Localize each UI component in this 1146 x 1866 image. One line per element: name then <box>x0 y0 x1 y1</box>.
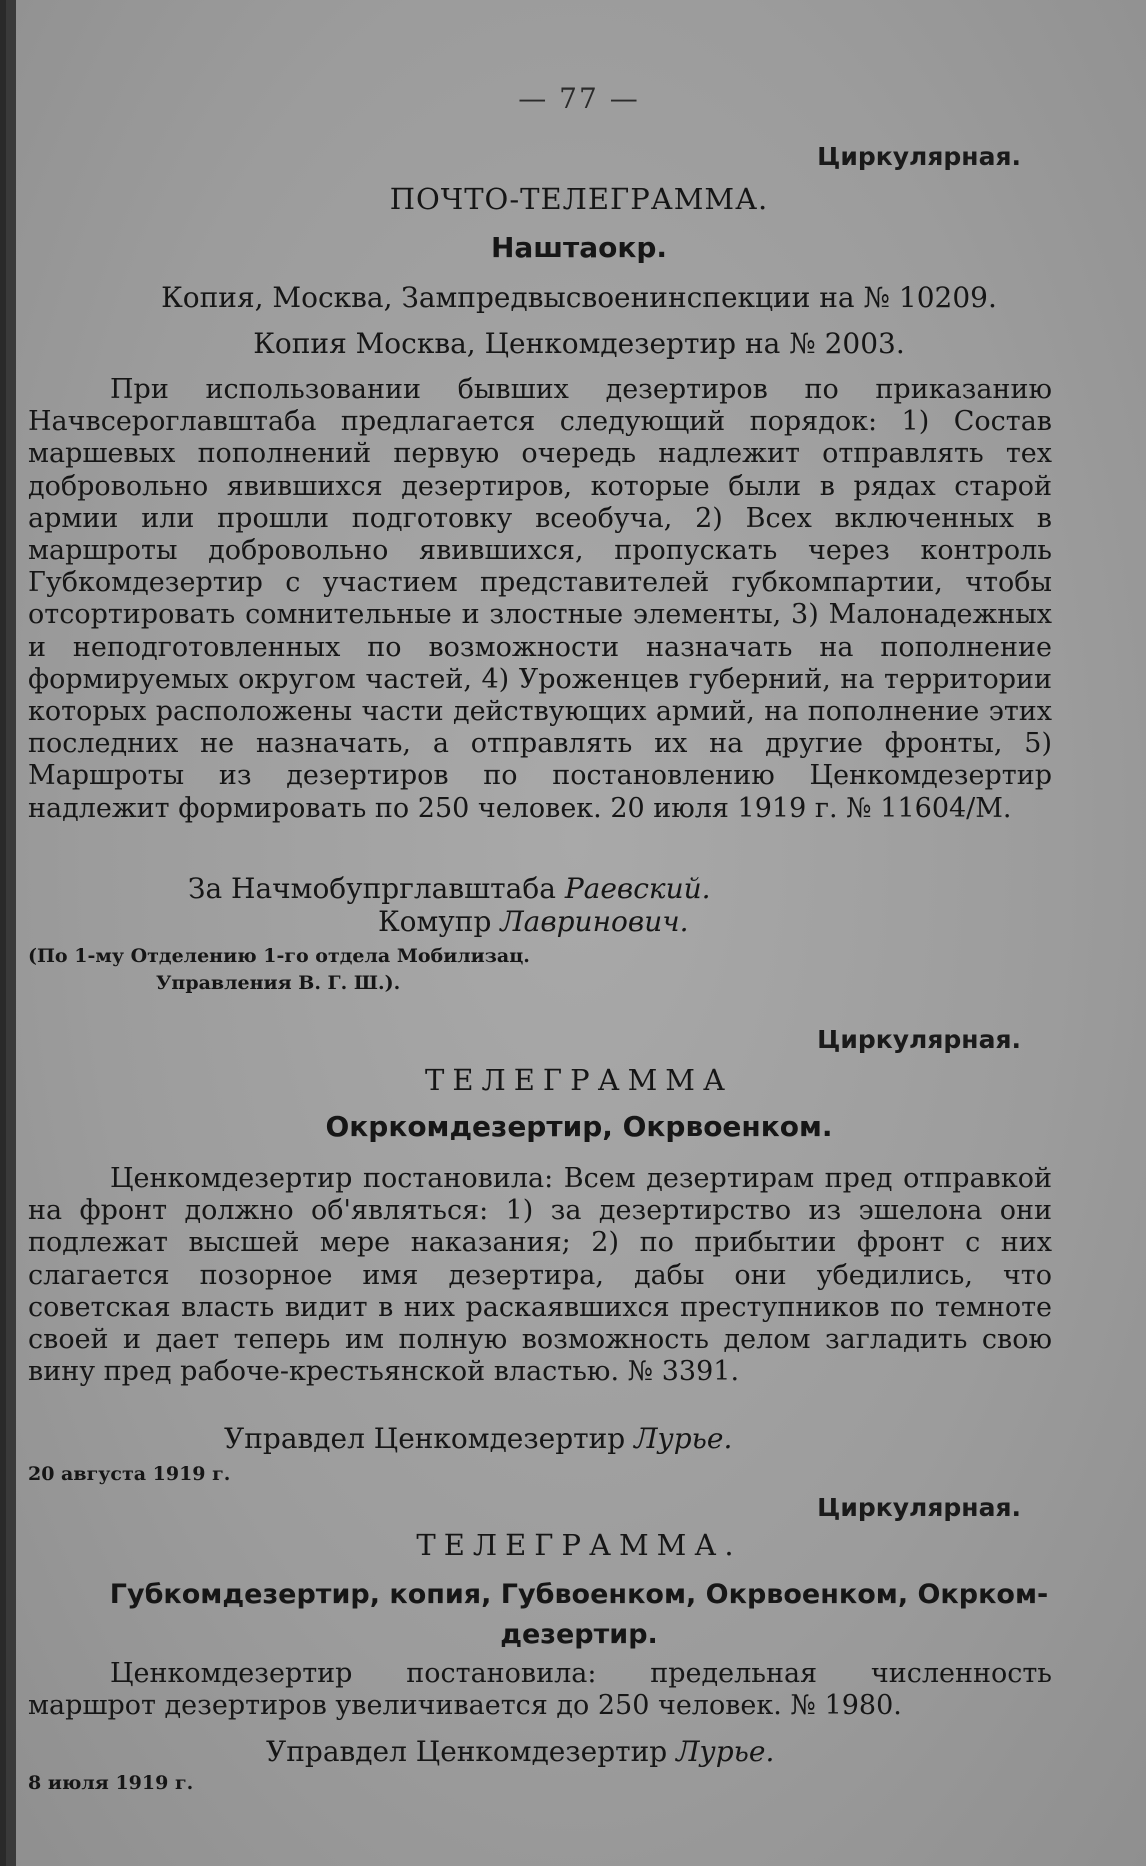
page-number: — 77 — <box>518 82 640 115</box>
section-2-body: Ценкомдезертир постановила: Всем дезертирам пред отправкой на фронт должно об'являться: 1) за дезертирство из эшелона они подлежат высшей мере наказания; 2) по прибытии фронт с них слагается позорное имя дезертира, дабы они убедились, что советская власть видит в них раскаявшихся преступников по темноте своей и дает теперь им полную возможность делом загладить свою вину пред рабоче-крестьянской властью. № 3391. <box>28 1163 1052 1388</box>
section-3-title: ТЕЛЕГРАММА. <box>416 1528 742 1562</box>
signature-name: Лавринович. <box>500 905 689 938</box>
section-3-addressee-line-1: Губкомдезертир, копия, Губвоенком, Окрвоенком, Окрком- <box>109 1579 1049 1610</box>
signature-name: Раевский. <box>564 872 711 905</box>
section-1-copy-line-2: Копия Москва, Ценкомдезертир на № 2003. <box>253 327 905 360</box>
section-1-footnote-line-2: Управления В. Г. Ш.). <box>156 972 401 994</box>
section-2-title: ТЕЛЕГРАММА <box>425 1063 733 1097</box>
section-1-body: При использовании бывших дезертиров по приказанию Начвсероглавштаба предлагается следующий порядок: 1) Состав маршевых пополнений первую очередь надлежит отправлять тех добровольно явившихся дезертиров, которые были в рядах старой армии или прошли подготовку всеобуча, 2) Всех включенных в маршроты добровольно явившихся, пропускать через контроль Губкомдезертир с участием представителей губкомпартии, чтобы отсортировать сомнительные и злостные элементы, 3) Малонадежных и неподготовленных по возможности назначать на пополнение формируемых округом частей, 4) Уроженцев губерний, на территории которых расположены части действующих армий, на пополнение этих последних не назначать, а отправлять их на другие фронты, 5) Маршроты из дезертиров по постановлению Ценкомдезертир надлежит формировать по 250 человек. 20 июля 1919 г. № 11604/М. <box>28 374 1052 824</box>
circular-label-1: Циркулярная. <box>817 142 1021 171</box>
section-2-date: 20 августа 1919 г. <box>28 1463 231 1485</box>
section-1-addressee: Наштаокр. <box>490 231 668 264</box>
section-1-footnote-line-1: (По 1-му Отделению 1-го отдела Мобилизац. <box>28 945 530 967</box>
section-3-body: Ценкомдезертир постановила: предельная численность маршрот дезертиров увеличивается до 250 человек. № 1980. <box>28 1658 1052 1722</box>
section-2-signature <box>224 1422 732 1455</box>
section-1-title: ПОЧТО-ТЕЛЕГРАММА. <box>389 182 769 216</box>
signature-role: Комупр <box>378 905 492 938</box>
signature-role: Управдел Ценкомдезертир <box>266 1735 668 1768</box>
circular-label-3: Циркулярная. <box>817 1493 1021 1522</box>
section-3-addressee <box>6 1575 1146 1655</box>
signature-name: Лурье. <box>634 1422 733 1455</box>
section-1-copy-line-1: Копия, Москва, Зампредвысвоенинспекции на № 10209. <box>161 281 997 314</box>
signature-role: За Начмобупрглавштаба <box>188 872 556 905</box>
signature-role: Управдел Ценкомдезертир <box>224 1422 626 1455</box>
document-page <box>6 0 1146 1866</box>
section-3-addressee-line-2: дезертир. <box>500 1619 658 1650</box>
section-1-signature-2 <box>378 905 689 938</box>
signature-name: Лурье. <box>676 1735 775 1768</box>
section-3-signature <box>266 1735 774 1768</box>
section-2-addressee: Окркомдезертир, Окрвоенком. <box>325 1110 833 1143</box>
section-3-date: 8 июля 1919 г. <box>28 1772 194 1794</box>
section-1-signature-1 <box>188 872 711 905</box>
circular-label-2: Циркулярная. <box>817 1025 1021 1054</box>
